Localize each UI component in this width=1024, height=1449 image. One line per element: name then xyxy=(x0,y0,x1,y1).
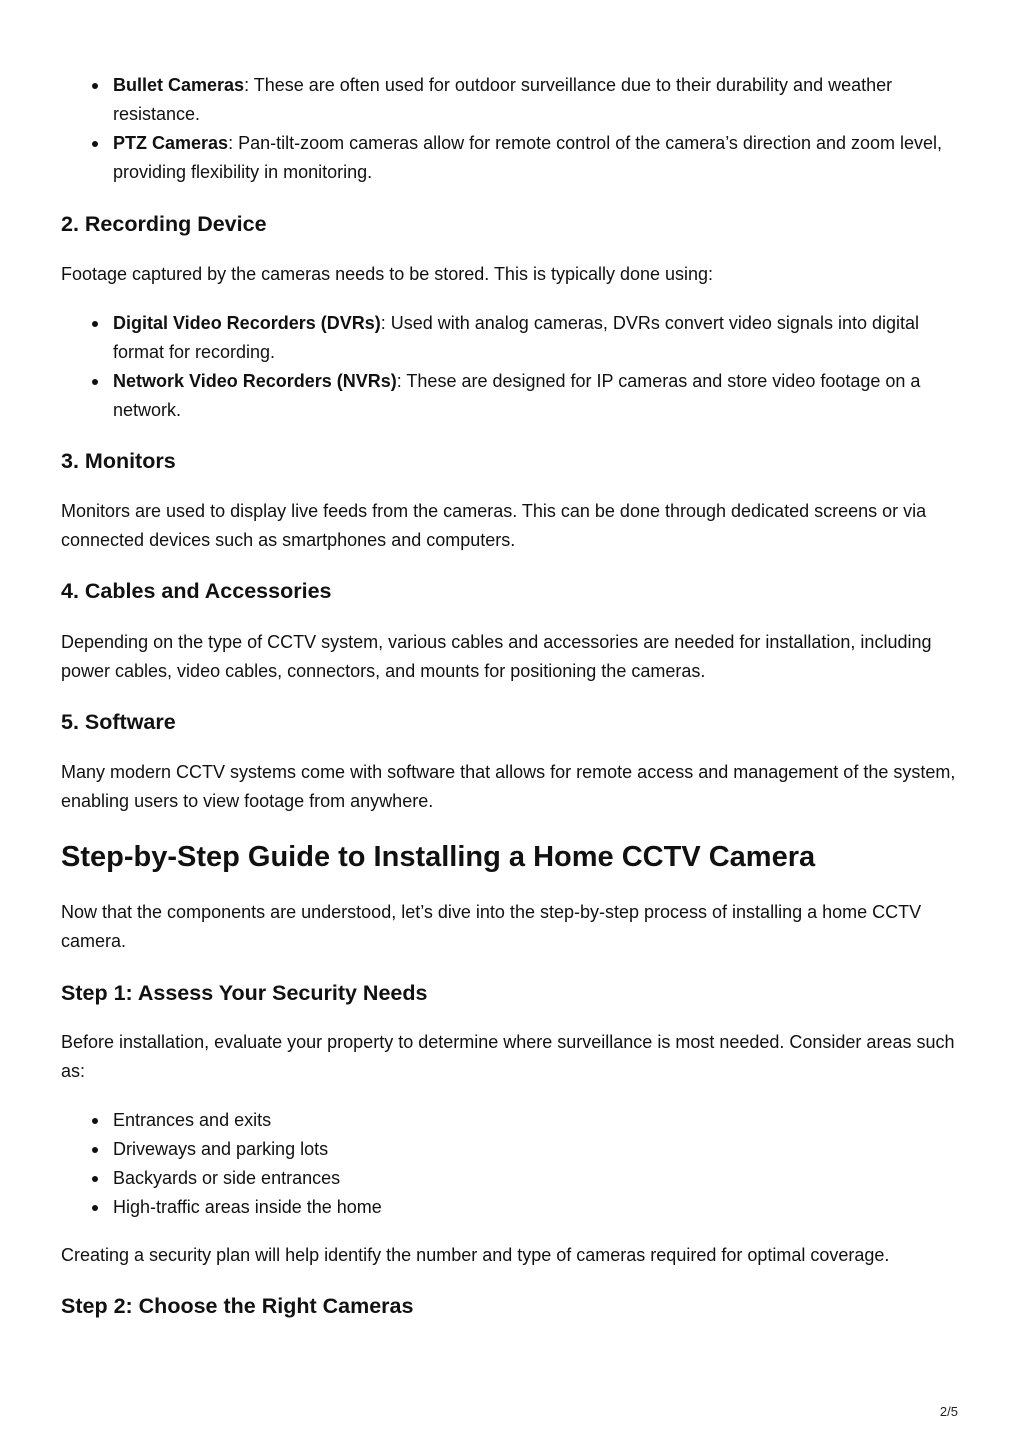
camera-types-list xyxy=(61,71,966,187)
guide-heading: Step-by-Step Guide to Installing a Home CCTV Camera xyxy=(61,841,816,873)
step1-areas-list xyxy=(61,1106,966,1222)
list-item xyxy=(61,71,966,129)
step1-intro: Before installation, evaluate your property to determine where surveillance is most needed. Consider areas such as: xyxy=(61,1032,955,1081)
step1-conclusion: Creating a security plan will help identify the number and type of cameras required for optimal coverage. xyxy=(61,1245,890,1265)
recording-device-heading: 2. Recording Device xyxy=(61,212,267,236)
list-item xyxy=(61,367,966,425)
list-item-term: PTZ Cameras xyxy=(113,133,229,153)
list-item-text: : Used with analog cameras, DVRs convert video signals into digital format for recording. xyxy=(113,313,919,362)
list-item-term: Bullet Cameras xyxy=(113,75,245,95)
list-item xyxy=(61,129,966,187)
list-item-term: Network Video Recorders (NVRs) xyxy=(113,371,397,391)
list-item-text: : These are designed for IP cameras and store video footage on a network. xyxy=(113,371,921,420)
list-item xyxy=(61,309,966,367)
list-item-text: : Pan-tilt-zoom cameras allow for remote control of the camera’s direction and zoom level, providing flexibility in monitoring. xyxy=(113,133,943,182)
list-item: Backyards or side entrances xyxy=(61,1164,966,1193)
list-item: Driveways and parking lots xyxy=(61,1135,966,1164)
list-item: High-traffic areas inside the home xyxy=(61,1193,966,1222)
monitors-body: Monitors are used to display live feeds from the cameras. This can be done through dedicated screens or via connected devices such as smartphones and computers. xyxy=(61,501,927,550)
list-item-term: Digital Video Recorders (DVRs) xyxy=(113,313,381,333)
step1-heading: Step 1: Assess Your Security Needs xyxy=(61,981,428,1005)
software-body: Many modern CCTV systems come with software that allows for remote access and management of the system, enabling users to view footage from anywhere. xyxy=(61,762,956,811)
list-item: Entrances and exits xyxy=(61,1106,966,1135)
software-heading: 5. Software xyxy=(61,710,176,734)
page-number: 2/5 xyxy=(939,1404,958,1419)
cables-heading: 4. Cables and Accessories xyxy=(61,579,332,603)
recording-device-intro: Footage captured by the cameras needs to be stored. This is typically done using: xyxy=(61,264,714,284)
monitors-heading: 3. Monitors xyxy=(61,449,176,473)
step2-heading: Step 2: Choose the Right Cameras xyxy=(61,1294,414,1318)
cables-body: Depending on the type of CCTV system, various cables and accessories are needed for installation, including power cables, video cables, connectors, and mounts for positioning the cameras. xyxy=(61,632,932,681)
recording-devices-list xyxy=(61,309,966,425)
guide-intro: Now that the components are understood, let’s dive into the step-by-step process of installing a home CCTV camera. xyxy=(61,902,922,951)
list-item-text: : These are often used for outdoor surveillance due to their durability and weather resistance. xyxy=(113,75,893,124)
